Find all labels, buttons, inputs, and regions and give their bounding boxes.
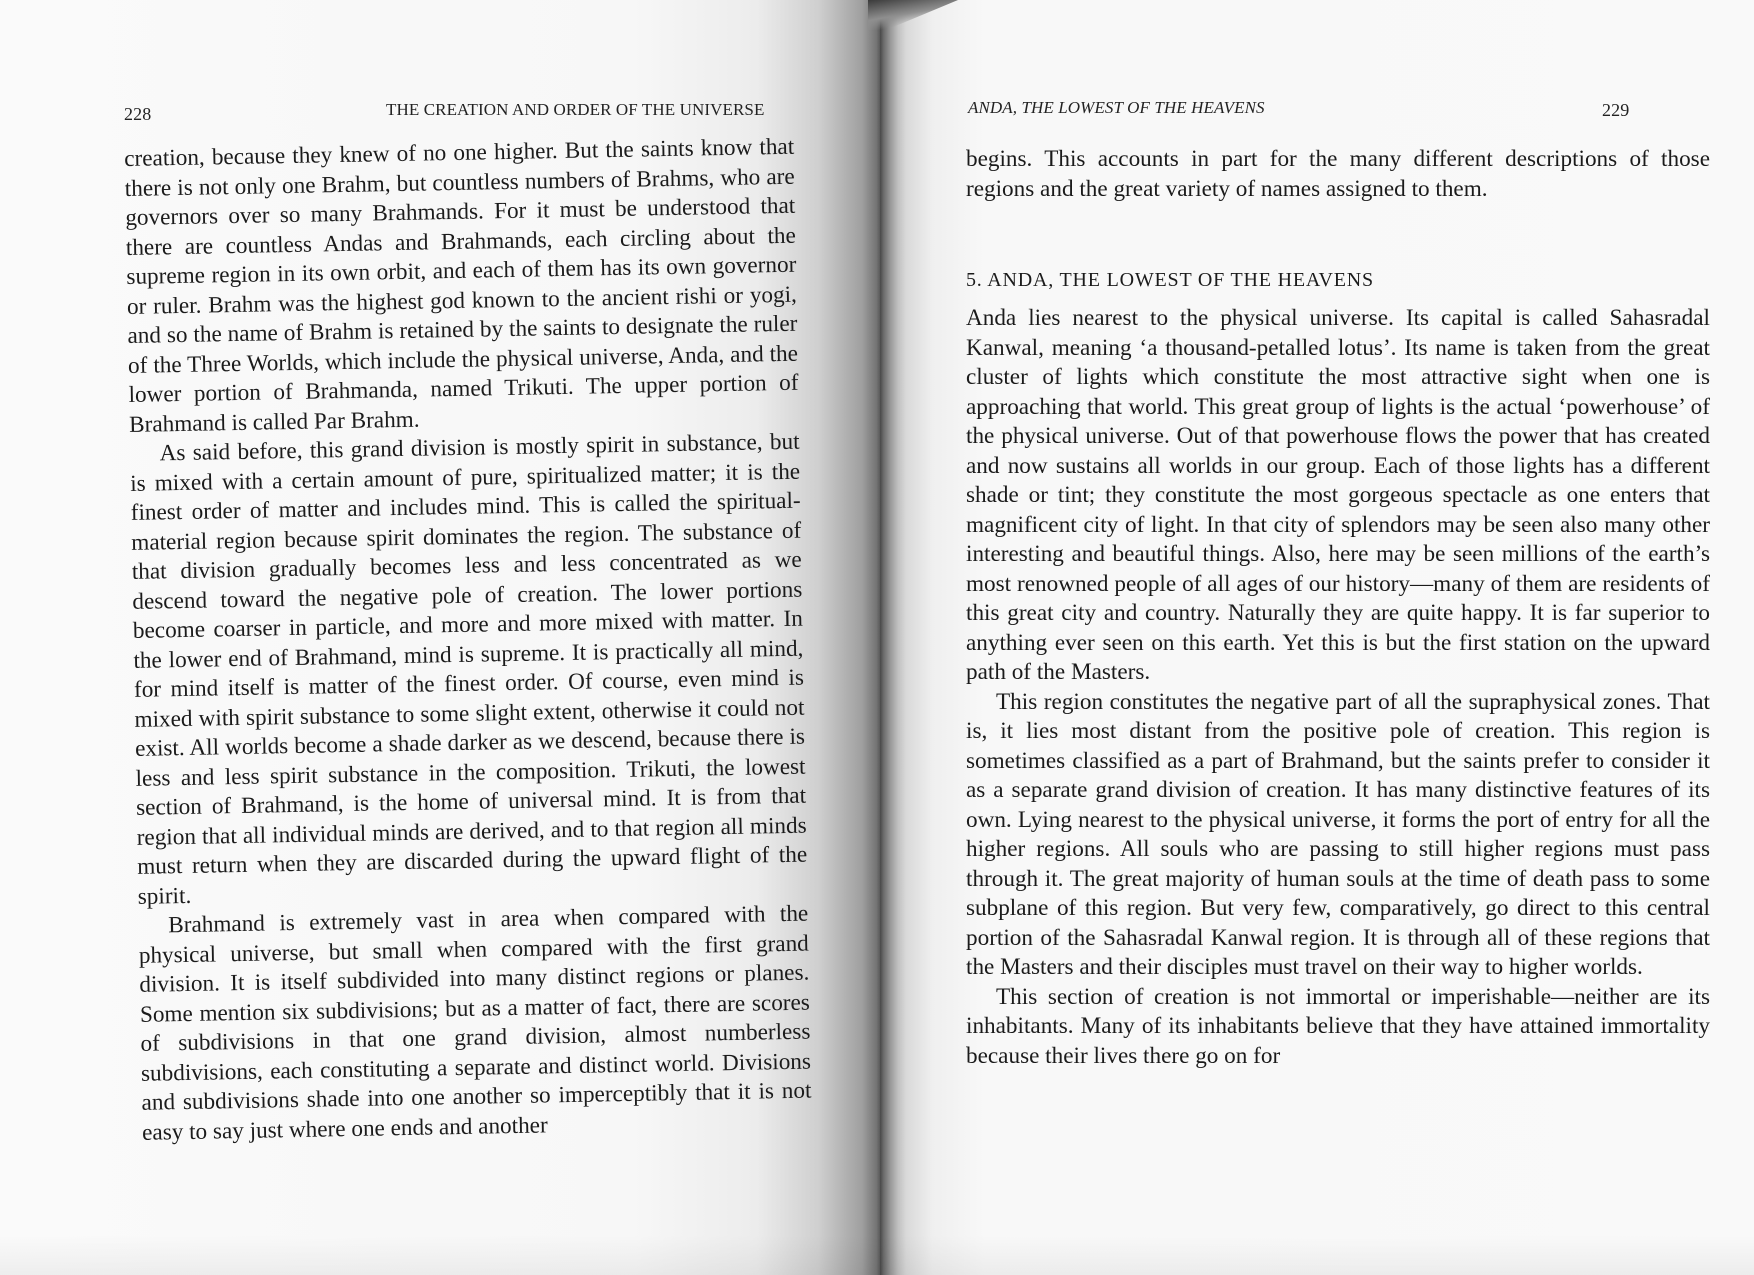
right-opening-paragraph: begins. This accounts in part for the many different descriptions of those regions and the great variety of names assigned to them. bbox=[966, 146, 1710, 202]
right-paragraph-2: This region constitutes the negative part of all the supraphysical zones. That is, it lies most distant from the positive pole of creation. This region is sometimes classified as a part of Brahmand, but the saints prefer to consider it as a separate grand division of creation. It has many distinctive features of its own. Lying nearest to the physical universe, it forms the port of entry for all the higher regions. All souls who are passing to still higher regions must pass through it. The great majority of human souls at the time of death pass to some subplane of this region. But very few, comparatively, go direct to this central portion of the Sahasradal Kanwal region. It is through all of these regions that the Masters and their disciples must travel on their way to higher worlds. bbox=[966, 688, 1710, 980]
left-paragraph-2: As said before, this grand division is mostly spirit in substance, but is mixed with a certain amount of pure, spiritualized matter; it is the finest order of matter and includes mind. This is called the spiritual-material region because spirit dominates the region. The substance of that division gradually becomes less and less concentrated as we descend toward the negative pole of creation. The lower portions become coarser in particle, and more and more mixed with matter. In the lower end of Brahmand, mind is supreme. It is practically all mind, for mind itself is matter of the finest order. Of course, even mind is mixed with spirit substance to some slight extent, otherwise it could not exist. All worlds become a shade darker as we descend, because there is less and less spirit substance in the composition. Trikuti, the lowest section of Brahmand, is the home of universal mind. It is from that region that all individual minds are derived, and to that region all minds must return when they are discarded during the upward flight of the spirit. bbox=[129, 428, 808, 910]
left-paragraph-1: creation, because they knew of no one higher. But the saints know that there is not only one Brahm, but countless numbers of Brahms, who are governors over so many Brahmands. For it must be understood that there are countless Andas and Brahmands, each circling about the supreme region in its own orbit, and each of them has its own governor or ruler. Brahm was the highest god known to the ancient rishi or yogi, and so the name of Brahm is retained by the saints to designate the ruler of the Three Worlds, which include the physical universe, Anda, and the lower portion of Brahmanda, named Trikuti. The upper portion of Brahmand is called Par Brahm. bbox=[124, 133, 799, 438]
right-page-number: 229 bbox=[1602, 100, 1630, 120]
right-body-text bbox=[966, 145, 1710, 1071]
right-paragraph-3: This section of creation is not immortal or imperishable—neither are its inhabitants. Many of its inhabitants believe that they have attained immortality because their lives there go on for bbox=[966, 983, 1710, 1069]
left-body-text bbox=[124, 133, 812, 1148]
bottom-shade bbox=[0, 1235, 1754, 1275]
left-running-head: THE CREATION AND ORDER OF THE UNIVERSE bbox=[386, 100, 765, 119]
right-paragraph-1: Anda lies nearest to the physical universe. Its capital is called Sahasradal Kanwal, meaning ‘a thousand-petalled lotus’. Its name is taken from the great cluster of lights which constitute the most attractive sight when one is approaching that world. This great group of lights is the actual ‘powerhouse’ of the physical universe. Out of that powerhouse flows the power that has created and now sustains all worlds in our group. Each of those lights has a different shade or tint; they constitute the most gorgeous spectacle as one enters that magnificent city of light. In that city of splendors may be seen also many other interesting and beautiful things. Also, here may be seen millions of the earth’s most renowned people of all ages of our history—many of them are residents of this great city and country. Naturally they are quite happy. It is far superior to anything ever seen on this earth. Yet this is but the first station on the upward path of the Masters. bbox=[966, 305, 1710, 685]
section-heading: 5. ANDA, THE LOWEST OF THE HEAVENS bbox=[966, 269, 1374, 291]
right-running-head: ANDA, THE LOWEST OF THE HEAVENS bbox=[968, 98, 1265, 117]
left-page-number: 228 bbox=[124, 104, 152, 124]
right-page bbox=[880, 0, 1754, 1275]
gutter-shadow bbox=[862, 0, 898, 1275]
left-paragraph-3: Brahmand is extremely vast in area when compared with the physical universe, but small when compared with the first grand division. It is itself subdivided into many distinct regions or planes. Some mention six subdivisions; but as a matter of fact, there are scores of subdivisions in that one grand division, almost numberless subdivisions, each constituting a separate and distinct world. Divisions and subdivisions shade into one another so imperceptibly that it is not easy to say just where one ends and another bbox=[138, 900, 812, 1146]
